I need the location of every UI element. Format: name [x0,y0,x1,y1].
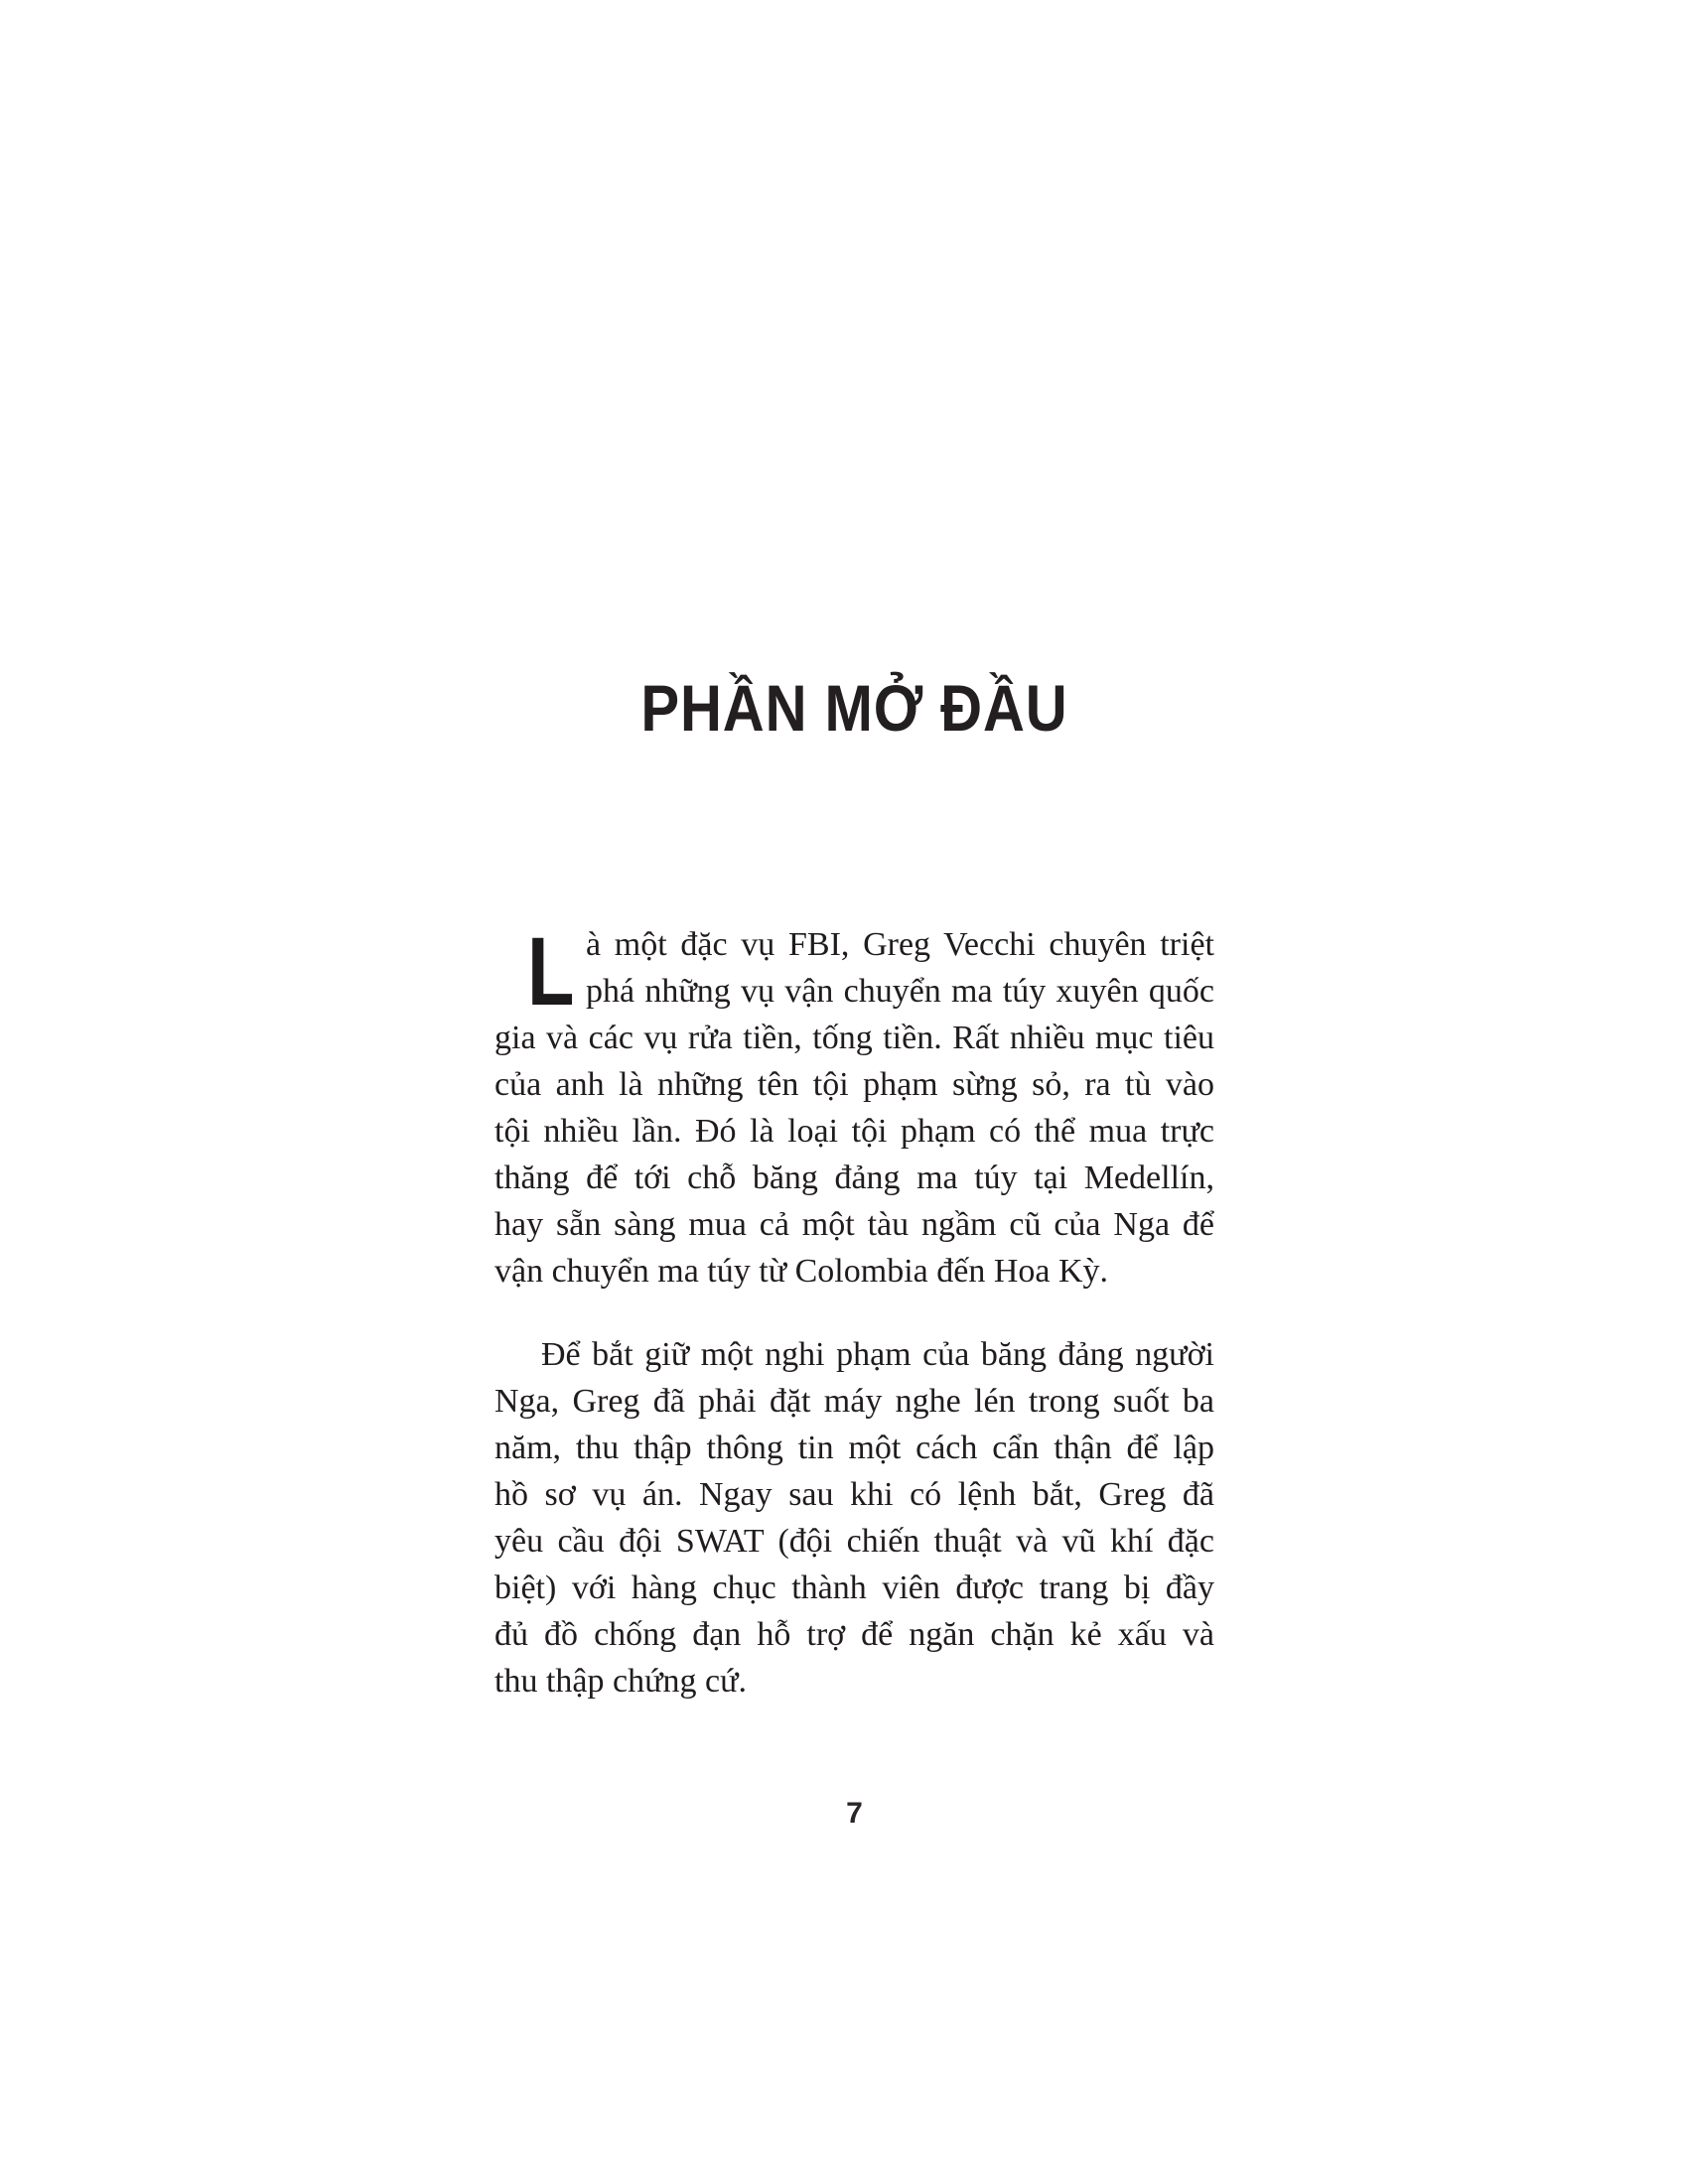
drop-cap-letter: L [527,917,575,1025]
text-line: gia và các vụ rửa tiền, tống tiền. Rất nhiều mục tiêu [494,1020,1214,1056]
text-line: năm, thu thập thông tin một cách cẩn thận để lập [494,1430,1214,1466]
text-line: hồ sơ vụ án. Ngay sau khi có lệnh bắt, Greg đã [494,1476,1214,1513]
text-line: biệt) với hàng chục thành viên được trang bị đầy [494,1570,1214,1606]
chapter-title: PHẦN MỞ ĐẦU [640,671,1068,745]
text-line: của anh là những tên tội phạm sừng sỏ, ra tù vào [494,1066,1214,1103]
text-line: tội nhiều lần. Đó là loại tội phạm có thể mua trực [494,1113,1214,1150]
paragraph [494,917,1214,1295]
text-line: à một đặc vụ FBI, Greg Vecchi chuyên triệt [586,926,1214,963]
text-line: vận chuyển ma túy từ Colombia đến Hoa Kỳ. [494,1253,1109,1290]
text-line: thăng để tới chỗ băng đảng ma túy tại Medellín, [494,1160,1214,1196]
text-line: đủ đồ chống đạn hỗ trợ để ngăn chặn kẻ xấu và [494,1616,1214,1653]
text-line: hay sẵn sàng mua cả một tàu ngầm cũ của Nga để [494,1206,1214,1243]
text-line: Nga, Greg đã phải đặt máy nghe lén trong suốt ba [494,1383,1214,1420]
text-line: Để bắt giữ một nghi phạm của băng đảng người [541,1336,1214,1373]
body-text [494,917,1214,1705]
text-line: yêu cầu đội SWAT (đội chiến thuật và vũ khí đặc [494,1523,1214,1560]
text-line: thu thập chứng cứ. [494,1663,748,1700]
page-number: 7 [846,1797,863,1830]
paragraph [494,1331,1214,1705]
text-line: phá những vụ vận chuyển ma túy xuyên quốc [586,973,1214,1010]
